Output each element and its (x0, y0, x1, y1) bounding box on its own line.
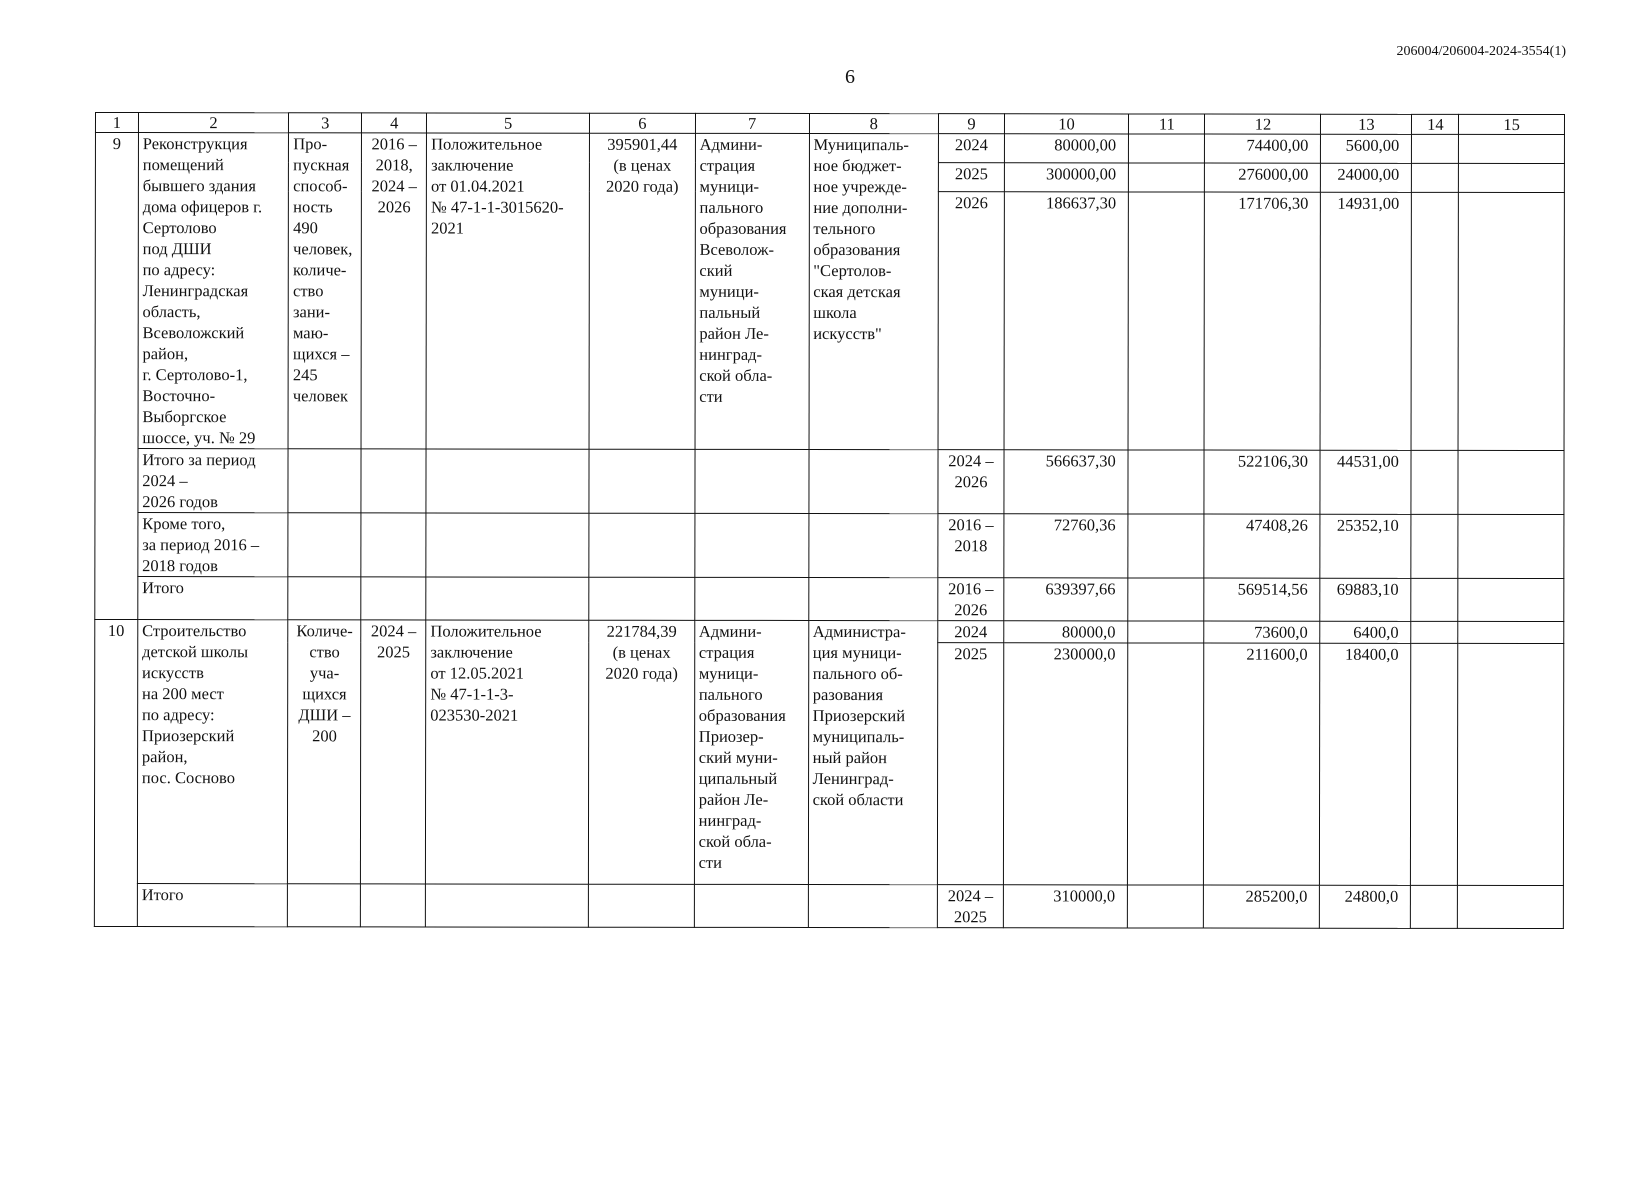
regional-budget-cell: 569514,56 (1204, 578, 1320, 621)
total-funding-cell: 80000,00 (1004, 134, 1128, 163)
column-11-cell (1129, 163, 1205, 192)
column-11-cell (1128, 643, 1205, 885)
table-row-object-9-year-2024 (95, 133, 1564, 164)
total-funding-cell: 186637,30 (1004, 192, 1129, 450)
total-funding-cell: 310000,0 (1003, 885, 1127, 928)
state-customer: Админи- страция муници- пального образования Приозер- ский муни- ципальный район Ле- нинград- ской обла- сти (694, 620, 808, 884)
empty-cell (808, 577, 938, 620)
column-14-cell (1412, 134, 1459, 163)
local-budget-cell: 69883,10 (1320, 578, 1411, 621)
column-14-cell (1411, 192, 1458, 450)
column-header: 5 (427, 113, 590, 133)
local-budget-cell: 24000,00 (1321, 163, 1412, 192)
table-row-object-9-total (95, 577, 1564, 622)
local-budget-cell: 24800,0 (1320, 885, 1411, 928)
local-budget-cell: 6400,0 (1320, 621, 1411, 643)
empty-cell (589, 577, 695, 620)
expertise-conclusion: Положительное заключение от 12.05.2021 № 47-1-1-3- 023530-2021 (426, 620, 589, 884)
column-14-cell (1411, 578, 1458, 621)
row-number: 10 (94, 620, 137, 927)
empty-cell (426, 884, 589, 927)
column-14-cell (1411, 450, 1458, 514)
empty-cell (288, 449, 361, 513)
total-funding-cell: 566637,30 (1004, 450, 1128, 514)
regional-budget-cell: 211600,0 (1204, 643, 1320, 885)
column-15-cell (1458, 578, 1564, 621)
year-cell: 2025 (938, 163, 1004, 192)
column-header: 1 (95, 113, 138, 133)
besides-label: Кроме того, за период 2016 – 2018 годов (138, 513, 289, 577)
estimated-cost: 395901,44 (в ценах 2020 года) (589, 133, 695, 449)
year-cell: 2026 (938, 192, 1004, 450)
column-header: 10 (1004, 114, 1128, 134)
year-cell: 2024 – 2025 (937, 885, 1003, 928)
column-15-cell (1458, 621, 1564, 643)
empty-cell (361, 884, 426, 927)
page-number: 6 (845, 66, 855, 88)
column-11-cell (1128, 885, 1204, 928)
total-label: Итого (137, 884, 287, 927)
empty-cell (808, 449, 938, 513)
investment-objects-table (94, 112, 1565, 929)
column-11-cell (1128, 192, 1205, 450)
column-header: 9 (939, 114, 1005, 134)
object-capacity: Про- пускная способ- ность 490 человек, количе- ство зани- маю- щихся – 245 человек (288, 133, 362, 449)
estimated-cost: 221784,39 (в ценах 2020 года) (589, 620, 695, 884)
total-funding-cell: 639397,66 (1004, 578, 1128, 621)
year-cell: 2024 (938, 621, 1004, 643)
regional-budget-cell: 285200,0 (1204, 885, 1320, 928)
local-budget-cell: 5600,00 (1321, 134, 1412, 163)
table-row-object-9-besides (95, 513, 1564, 579)
column-header: 8 (809, 113, 939, 133)
table-row-object-10-year-2024 (95, 620, 1564, 644)
column-14-cell (1411, 643, 1458, 885)
developer: Администра- ция муници- пального об- разования Приозерский муниципаль- ный район Ленинград- ской области (808, 620, 938, 884)
column-15-cell (1458, 643, 1564, 885)
construction-period: 2016 – 2018, 2024 – 2026 (361, 133, 426, 449)
regional-budget-cell: 171706,30 (1205, 192, 1321, 450)
column-header: 7 (695, 113, 809, 133)
year-cell: 2025 (938, 643, 1004, 885)
empty-cell (426, 577, 589, 620)
empty-cell (361, 449, 426, 513)
empty-cell (361, 513, 426, 577)
column-15-cell (1459, 134, 1565, 163)
state-customer: Админи- страция муници- пального образования Всеволож- ский муници- пальный район Ле- нинград- ской обла- сти (695, 133, 809, 449)
column-15-cell (1458, 514, 1564, 578)
total-funding-cell: 80000,0 (1004, 621, 1128, 643)
year-cell: 2024 – 2026 (938, 450, 1004, 514)
year-cell: 2016 – 2018 (938, 514, 1004, 578)
empty-cell (694, 577, 808, 620)
developer: Муниципаль- ное бюджет- ное учрежде- ние дополни- тельного образования "Сертолов- ская детская школа искусств" (809, 133, 939, 449)
empty-cell (695, 513, 809, 577)
column-15-cell (1459, 163, 1565, 192)
subtotal-label: Итого за период 2024 – 2026 годов (138, 449, 289, 513)
row-number: 9 (95, 133, 139, 620)
local-budget-cell: 25352,10 (1320, 514, 1411, 578)
total-funding-cell: 230000,0 (1003, 643, 1128, 885)
column-15-cell (1458, 192, 1564, 450)
column-11-cell (1128, 621, 1204, 643)
object-name: Строительство детской школы искусств на 200 мест по адресу: Приозерский район, пос. Сосново (137, 620, 288, 884)
regional-budget-cell: 47408,26 (1204, 514, 1320, 578)
column-14-cell (1411, 621, 1458, 643)
empty-cell (808, 513, 938, 577)
empty-cell (361, 577, 426, 620)
table-row-object-10-total (94, 883, 1563, 928)
column-11-cell (1128, 450, 1204, 514)
local-budget-cell: 44531,00 (1320, 450, 1411, 514)
local-budget-cell: 14931,00 (1320, 192, 1411, 450)
total-funding-cell: 300000,00 (1004, 163, 1128, 192)
column-14-cell (1412, 163, 1459, 192)
document-registration-number: 206004/206004-2024-3554(1) (1396, 44, 1566, 59)
empty-cell (589, 449, 695, 513)
empty-cell (808, 884, 938, 927)
regional-budget-cell: 73600,0 (1204, 621, 1320, 643)
column-header: 14 (1412, 114, 1459, 134)
total-funding-cell: 72760,36 (1004, 514, 1128, 578)
empty-cell (288, 884, 361, 927)
local-budget-cell: 18400,0 (1320, 643, 1411, 885)
column-header: 6 (590, 113, 696, 133)
table-row-object-9-subtotal (95, 449, 1564, 515)
empty-cell (589, 513, 695, 577)
object-name: Реконструкция помещений бывшего здания дома офицеров г. Сертолово под ДШИ по адресу: Ленинградская область, Всеволожский район, г. Сертолово-1, Восточно- Выборгское шоссе, уч. № 29 (138, 133, 289, 449)
column-header: 12 (1205, 114, 1321, 134)
total-label: Итого (138, 577, 288, 620)
object-capacity: Количе- ство уча- щихся ДШИ – 200 (288, 620, 361, 884)
regional-budget-cell: 522106,30 (1204, 450, 1320, 514)
year-cell: 2024 (939, 134, 1005, 163)
empty-cell (426, 513, 589, 577)
column-11-cell (1128, 514, 1204, 578)
column-header: 3 (289, 113, 362, 133)
column-14-cell (1411, 885, 1458, 928)
expertise-conclusion: Положительное заключение от 01.04.2021 № 47-1-1-3015620- 2021 (426, 133, 589, 449)
empty-cell (426, 449, 589, 513)
column-number-header-row (95, 113, 1564, 135)
empty-cell (695, 449, 809, 513)
regional-budget-cell: 74400,00 (1205, 134, 1321, 163)
column-11-cell (1128, 578, 1204, 621)
year-cell: 2016 – 2026 (938, 578, 1004, 621)
construction-period: 2024 – 2025 (361, 620, 426, 884)
empty-cell (288, 513, 361, 577)
column-11-cell (1129, 134, 1205, 163)
column-15-cell (1458, 885, 1564, 928)
column-header: 4 (362, 113, 427, 133)
column-header: 13 (1321, 114, 1412, 134)
column-header: 2 (138, 113, 288, 133)
empty-cell (694, 884, 808, 927)
empty-cell (589, 884, 695, 927)
column-15-cell (1458, 450, 1564, 514)
column-header: 11 (1129, 114, 1205, 134)
column-14-cell (1411, 514, 1458, 578)
regional-budget-cell: 276000,00 (1205, 163, 1321, 192)
column-header: 15 (1459, 114, 1565, 134)
empty-cell (288, 577, 361, 620)
